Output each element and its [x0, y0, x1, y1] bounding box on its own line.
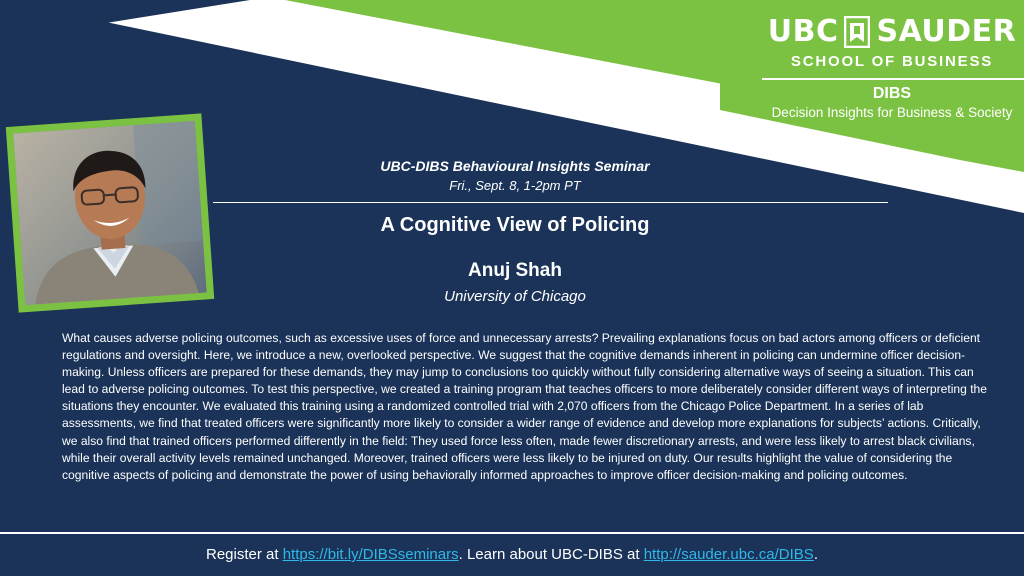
logo-sauder: SAUDER — [876, 14, 1017, 49]
register-link[interactable]: https://bit.ly/DIBSseminars — [282, 546, 459, 563]
speaker-affiliation: University of Chicago — [444, 288, 586, 305]
footer-register-text: Register at — [206, 546, 283, 563]
talk-abstract: What causes adverse policing outcomes, such as excessive uses of force and unnecessary arrests? Prevailing explanations focus on bad actors among officers or deficient regulations and oversight. Here, we introduce a new, overlooked perspective. We suggest that the cognitive demands inherent in policing can undermine officer decision-making. Unless officers are prepared for these demands, they may jump to conclusions too quickly without fully considering alternative ways of seeing a situation. This can lead to adverse policing outcomes. To test this perspective, we created a training program that teaches officers to more deliberately consider different ways of interpreting the situations they encounter. We evaluated this training using a randomized controlled trial with 2,070 officers from the Chicago Police Department. In a series of lab assessments, we find that treated officers were significantly more likely to consider a wider range of evidence and develop more explanations for subjects’ actions. Critically, we also find that trained officers performed differently in the field: They used force less often, made fewer discretionary arrests, and were less likely to arrest black civilians, while their overall activity levels remained unchanged. Moreover, trained officers were less likely to be injured on duty. Our results highlight the value of considering the cognitive aspects of policing and demonstrate the power of using behaviorally informed approaches to improve officer decision-making and policing outcomes. — [62, 331, 987, 482]
footer — [0, 546, 1024, 563]
talk-title: A Cognitive View of Policing — [380, 214, 650, 236]
dibs-full-name: Decision Insights for Business & Society — [771, 105, 1013, 120]
school-name: SCHOOL OF BUSINESS — [790, 53, 994, 70]
footer-divider — [0, 532, 1024, 534]
about-dibs-link[interactable]: http://sauder.ubc.ca/DIBS — [643, 546, 814, 563]
event-date: Fri., Sept. 8, 1-2pm PT — [449, 178, 581, 193]
footer-end-text: . — [813, 546, 818, 563]
brand-divider — [762, 78, 1024, 80]
ubc-sauder-logo — [740, 12, 1024, 120]
speaker-name: Anuj Shah — [468, 260, 562, 281]
title-divider — [213, 202, 888, 203]
ubc-shield-icon — [844, 16, 870, 48]
footer-middle-text: . Learn about UBC-DIBS at — [458, 546, 644, 563]
speaker-photo-frame — [6, 113, 214, 312]
seminar-series: UBC-DIBS Behavioural Insights Seminar — [380, 158, 650, 174]
speaker-portrait-illustration — [13, 121, 207, 305]
logo-wordmark — [760, 12, 1024, 52]
dibs-label: DIBS — [872, 85, 912, 102]
speaker-photo — [13, 121, 207, 305]
logo-ubc: UBC — [767, 14, 839, 49]
